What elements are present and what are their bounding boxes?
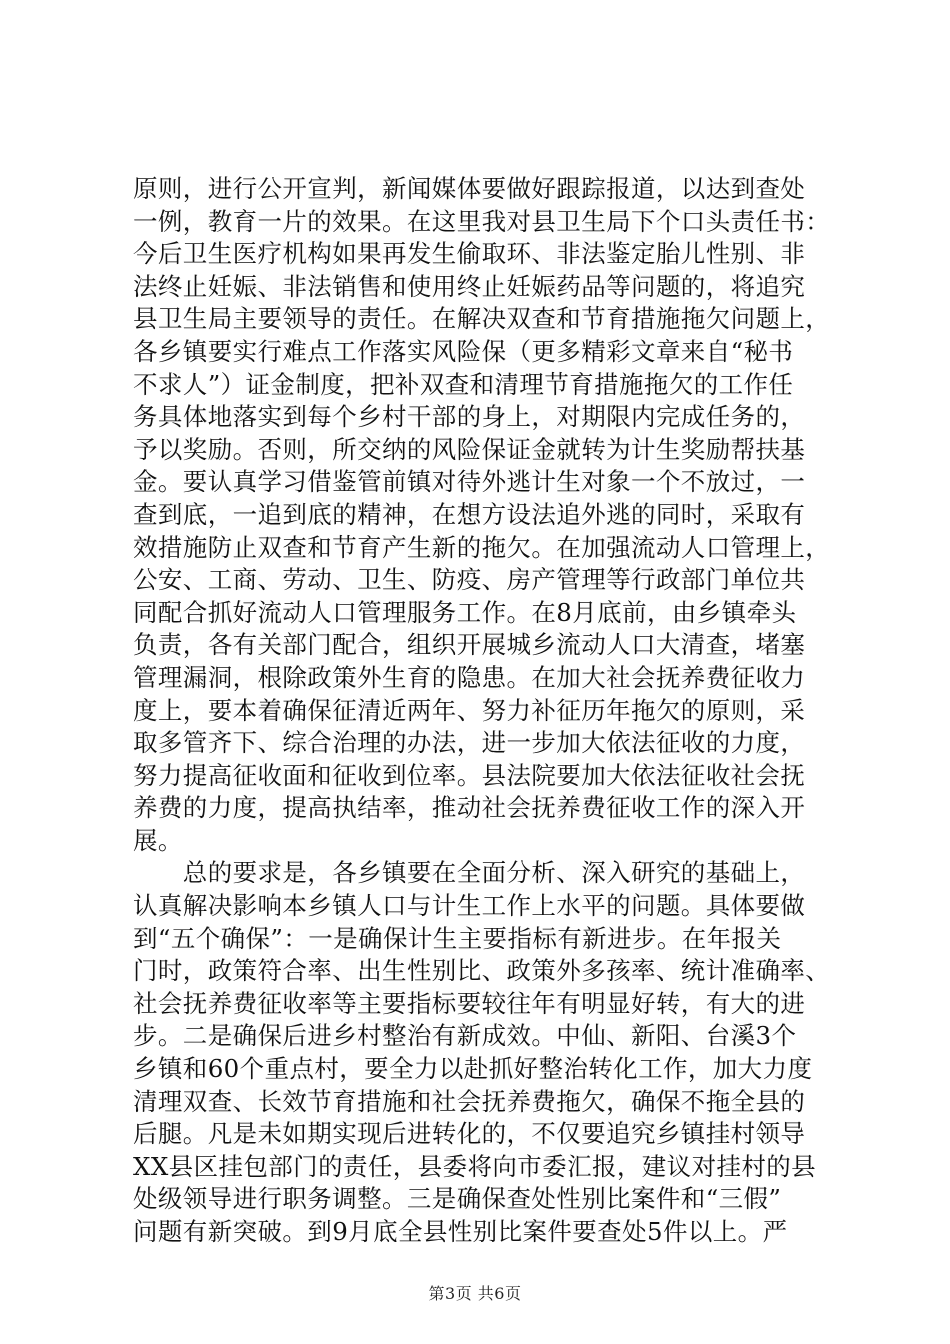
text-line: 清理双查、长效节育措施和社会抚养费拖欠，确保不拖全县的: [133, 1086, 806, 1116]
text-line: 各乡镇要实行难点工作落实风险保（更多精彩文章来自“秘书: [133, 336, 794, 366]
text-line: 县卫生局主要领导的责任。在解决双查和节育措施拖欠问题上，: [133, 304, 831, 334]
text-line: 原则，进行公开宣判，新闻媒体要做好跟踪报道，以达到查处: [133, 174, 806, 203]
text-line: 取多管齐下、综合治理的办法，进一步加大依法征收的力度，: [133, 728, 806, 758]
text-line: 问题有新突破。到9月底全县性别比案件要查处5件以上。严: [133, 1217, 788, 1246]
text-line: 效措施防止双查和节育产生新的拖欠。在加强流动人口管理上，: [133, 532, 831, 562]
text-line: 负责，各有关部门配合，组织开展城乡流动人口大清查，堵塞: [133, 630, 806, 660]
page-footer: 第3页 共6页: [428, 1284, 522, 1303]
text-line: 处级领导进行职务调整。三是确保查处性别比案件和“三假”: [133, 1184, 782, 1214]
text-line: 金。要认真学习借鉴管前镇对待外逃计生对象一个不放过，一: [133, 467, 806, 497]
text-line: 总的要求是，各乡镇要在全面分析、深入研究的基础上，: [133, 858, 806, 888]
text-line: 法终止妊娠、非法销售和使用终止妊娠药品等问题的，将追究: [133, 271, 806, 301]
text-line: 予以奖励。否则，所交纳的风险保证金就转为计生奖励帮扶基: [133, 434, 806, 464]
text-line: 认真解决影响本乡镇人口与计生工作上水平的问题。具体要做: [133, 891, 806, 921]
text-line: 乡镇和60个重点村，要全力以赴抓好整治转化工作，加大力度: [133, 1054, 813, 1084]
text-line: 门时，政策符合率、出生性别比、政策外多孩率、统计准确率、: [133, 956, 831, 986]
text-line: 一例，教育一片的效果。在这里我对县卫生局下个口头责任书：: [133, 206, 831, 236]
body-text: [133, 173, 833, 1249]
text-line: 管理漏洞，根除政策外生育的隐患。在加大社会抚养费征收力: [133, 662, 806, 692]
text-line: 展。: [133, 825, 183, 855]
text-line: 养费的力度，提高执结率，推动社会抚养费征收工作的深入开: [133, 793, 806, 823]
text-line: 后腿。凡是未如期实现后进转化的，不仅要追究乡镇挂村领导: [133, 1119, 806, 1149]
text-line: 查到底，一追到底的精神，在想方设法追外逃的同时，采取有: [133, 499, 806, 529]
text-line: XX县区挂包部门的责任，县委将向市委汇报，建议对挂村的县: [133, 1151, 817, 1181]
text-line: 到“五个确保”：一是确保计生主要指标有新进步。在年报关: [133, 923, 782, 953]
text-line: 务具体地落实到每个乡村干部的身上，对期限内完成任务的，: [133, 402, 806, 432]
text-line: 步。二是确保后进乡村整治有新成效。中仙、新阳、台溪3个: [133, 1021, 797, 1051]
text-line: 度上，要本着确保征清近两年、努力补征历年拖欠的原则，采: [133, 695, 806, 725]
text-line: 不求人”）证金制度，把补双查和清理节育措施拖欠的工作任: [133, 369, 794, 399]
text-line: 同配合抓好流动人口管理服务工作。在8月底前，由乡镇牵头: [133, 597, 797, 627]
text-line: 努力提高征收面和征收到位率。县法院要加大依法征收社会抚: [133, 760, 806, 790]
text-line: 公安、工商、劳动、卫生、防疫、房产管理等行政部门单位共: [133, 565, 806, 595]
text-line: 今后卫生医疗机构如果再发生偷取环、非法鉴定胎儿性别、非: [133, 239, 806, 269]
text-line: 社会抚养费征收率等主要指标要较往年有明显好转，有大的进: [133, 988, 806, 1018]
